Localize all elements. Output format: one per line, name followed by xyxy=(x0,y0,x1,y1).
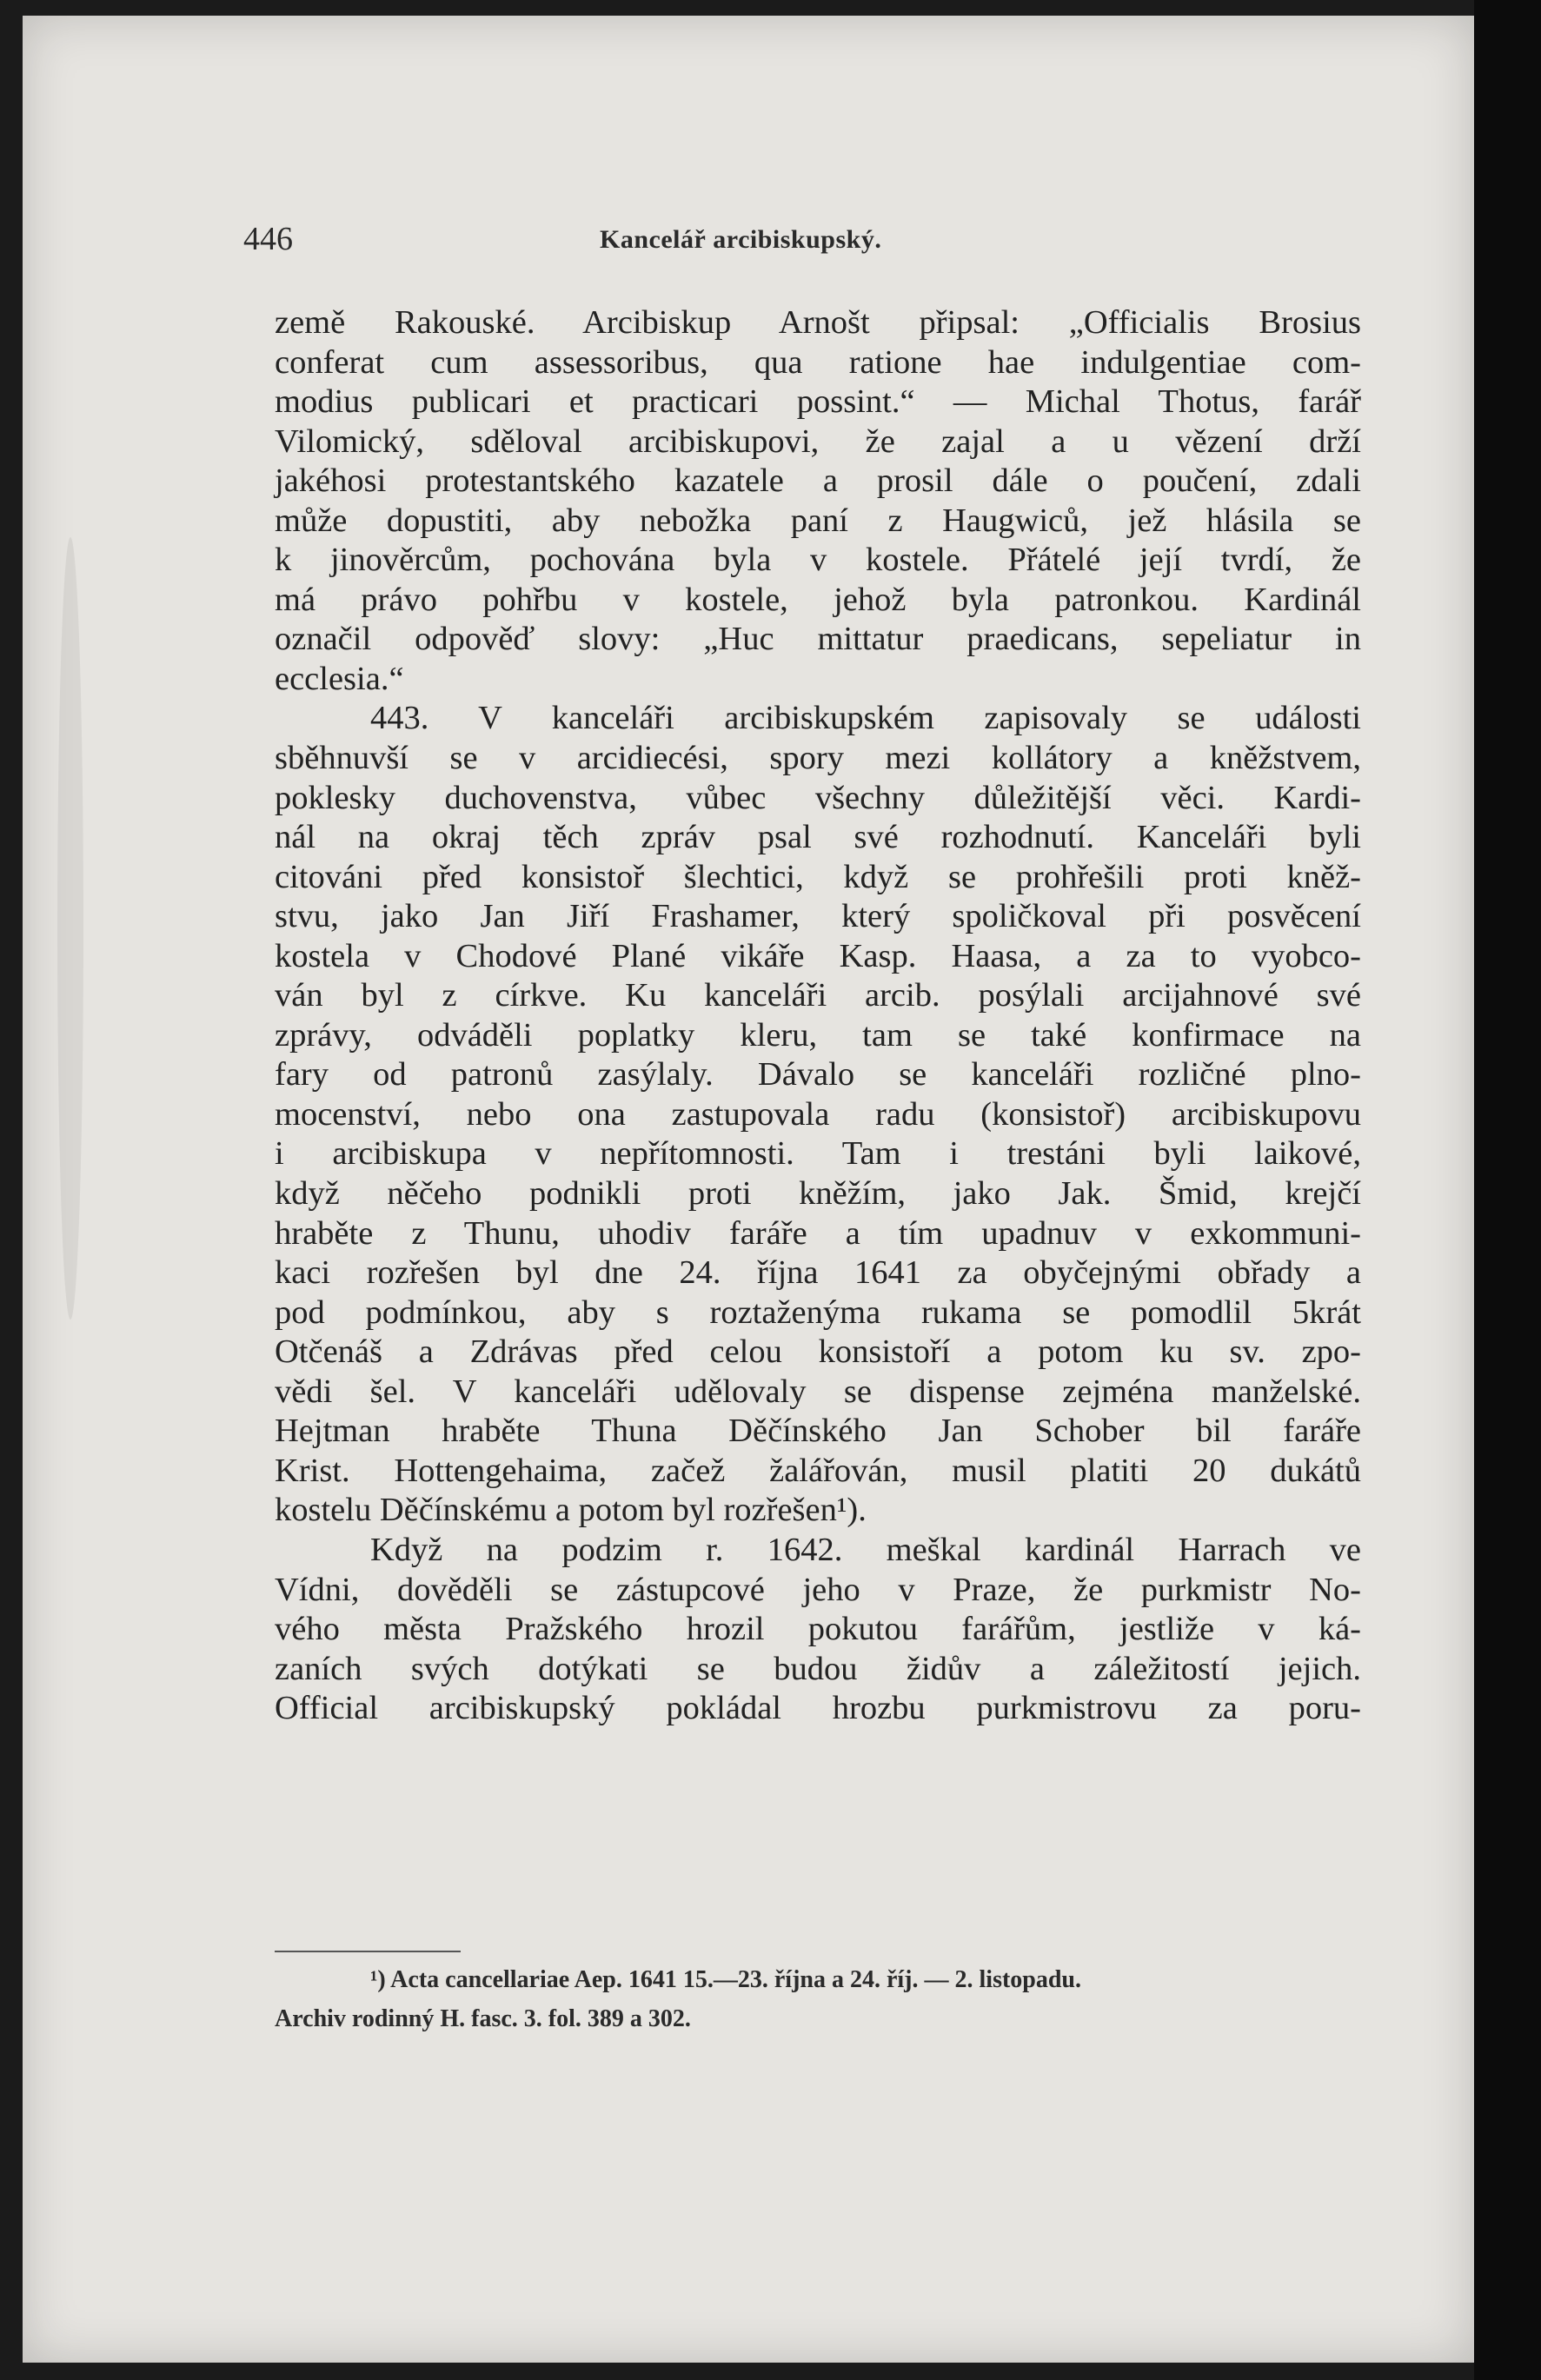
text-line: hraběte z Thunu, uhodiv faráře a tím upadnuv v exkommuni- xyxy=(275,1214,1361,1252)
footnote-rule xyxy=(275,1951,461,1952)
text-line: conferat cum assessoribus, qua ratione hae indulgentiae com- xyxy=(275,343,1361,381)
text-line: ecclesia.“ xyxy=(275,660,404,697)
text-line: označil odpověď slovy: „Huc mittatur praedicans, sepeliatur in xyxy=(275,621,1361,658)
page-header xyxy=(243,220,1373,272)
text-line: citováni před konsistoř šlechtici, když se prohřešili proti kněž- xyxy=(275,858,1361,895)
page-edge-shadow xyxy=(57,537,83,1320)
text-line: pod podmínkou, aby s roztaženýma rukama se pomodlil 5krát xyxy=(275,1293,1361,1331)
footnote-line: Archiv rodinný H. fasc. 3. fol. 389 a 302. xyxy=(275,2005,691,2032)
text-line: vědi šel. V kanceláři udělovaly se dispense zejména manželské. xyxy=(275,1373,1361,1410)
running-title: Kancelář arcibiskupský. xyxy=(600,225,882,254)
text-line: stvu, jako Jan Jiří Frashamer, který spoličkoval při posvěcení xyxy=(275,898,1361,935)
text-line: Vídni, dověděli se zástupcové jeho v Praze, že purkmistr No- xyxy=(275,1571,1361,1608)
text-line: kostela v Chodové Plané vikáře Kasp. Haasa, a za to vyobco- xyxy=(275,937,1361,974)
text-line: k jinověrcům, pochována byla v kostele. Přátelé její tvrdí, že xyxy=(275,542,1361,579)
text-line: kostelu Děčínskému a potom byl rozřešen¹). xyxy=(275,1492,867,1529)
page-number: 446 xyxy=(243,221,293,257)
text-line: ván byl z církve. Ku kanceláři arcib. posýlali arcijahnové své xyxy=(275,977,1361,1014)
text-line: když něčeho podnikli proti kněžím, jako Jak. Šmid, krejčí xyxy=(275,1175,1361,1213)
text-line: zprávy, odváděli poplatky kleru, tam se také konfirmace na xyxy=(275,1016,1361,1054)
text-line: kaci rozřešen byl dne 24. října 1641 za obyčejnými obřady a xyxy=(275,1254,1361,1292)
body-text xyxy=(275,303,1361,1729)
text-line: Official arcibiskupský pokládal hrozbu purkmistrovu za poru- xyxy=(275,1690,1361,1727)
footnote-line: ¹) Acta cancellariae Aep. 1641 15.—23. října a 24. říj. — 2. listopadu. xyxy=(370,1966,1082,1993)
text-line: mocenství, nebo ona zastupovala radu (konsistoř) arcibiskupovu xyxy=(275,1095,1361,1133)
text-line: může dopustiti, aby nebožka paní z Haugwiců, jež hlásila se xyxy=(275,502,1361,539)
text-line: země Rakouské. Arcibiskup Arnošt připsal: „Officialis Brosius xyxy=(275,304,1361,341)
text-line: Krist. Hottengehaima, začež žalářován, musil platiti 20 dukátů xyxy=(275,1452,1361,1489)
text-line: jakéhosi protestantského kazatele a prosil dále o poučení, zdali xyxy=(275,462,1361,500)
text-line: Hejtman hraběte Thuna Děčínského Jan Schober bil faráře xyxy=(275,1413,1361,1450)
text-line: poklesky duchovenstva, vůbec všechny důležitější věci. Kardi- xyxy=(275,779,1361,816)
text-line: Otčenáš a Zdrávas před celou konsistoří a potom ku sv. zpo- xyxy=(275,1333,1361,1371)
section-start-line: 443. V kanceláři arcibiskupském zapisovaly se události xyxy=(370,700,1361,737)
text-line: sběhnuvší se v arcidiecési, spory mezi kollátory a kněžstvem, xyxy=(275,740,1361,777)
footnotes xyxy=(275,1960,1361,2038)
text-line: nál na okraj těch zpráv psal své rozhodnutí. Kanceláři byli xyxy=(275,819,1361,856)
text-line: vého města Pražského hrozil pokutou farářům, jestliže v ká- xyxy=(275,1611,1361,1648)
text-line: fary od patronů zasýlaly. Dávalo se kanceláři rozličné plno- xyxy=(275,1056,1361,1094)
text-line: i arcibiskupa v nepřítomnosti. Tam i trestáni byli laikové, xyxy=(275,1135,1361,1173)
text-line: zaních svých dotýkati se budou židův a záležitostí jejich. xyxy=(275,1650,1361,1687)
book-page xyxy=(23,16,1474,2363)
text-line: modius publicari et practicari possint.“ — Michal Thotus, farář xyxy=(275,383,1361,421)
paragraph-start-line: Když na podzim r. 1642. meškal kardinál Harrach ve xyxy=(370,1531,1361,1568)
text-line: má právo pohřbu v kostele, jehož byla patronkou. Kardinál xyxy=(275,581,1361,618)
scan-border xyxy=(1474,0,1541,2380)
text-line: Vilomický, sděloval arcibiskupovi, že zajal a u vězení drží xyxy=(275,422,1361,460)
